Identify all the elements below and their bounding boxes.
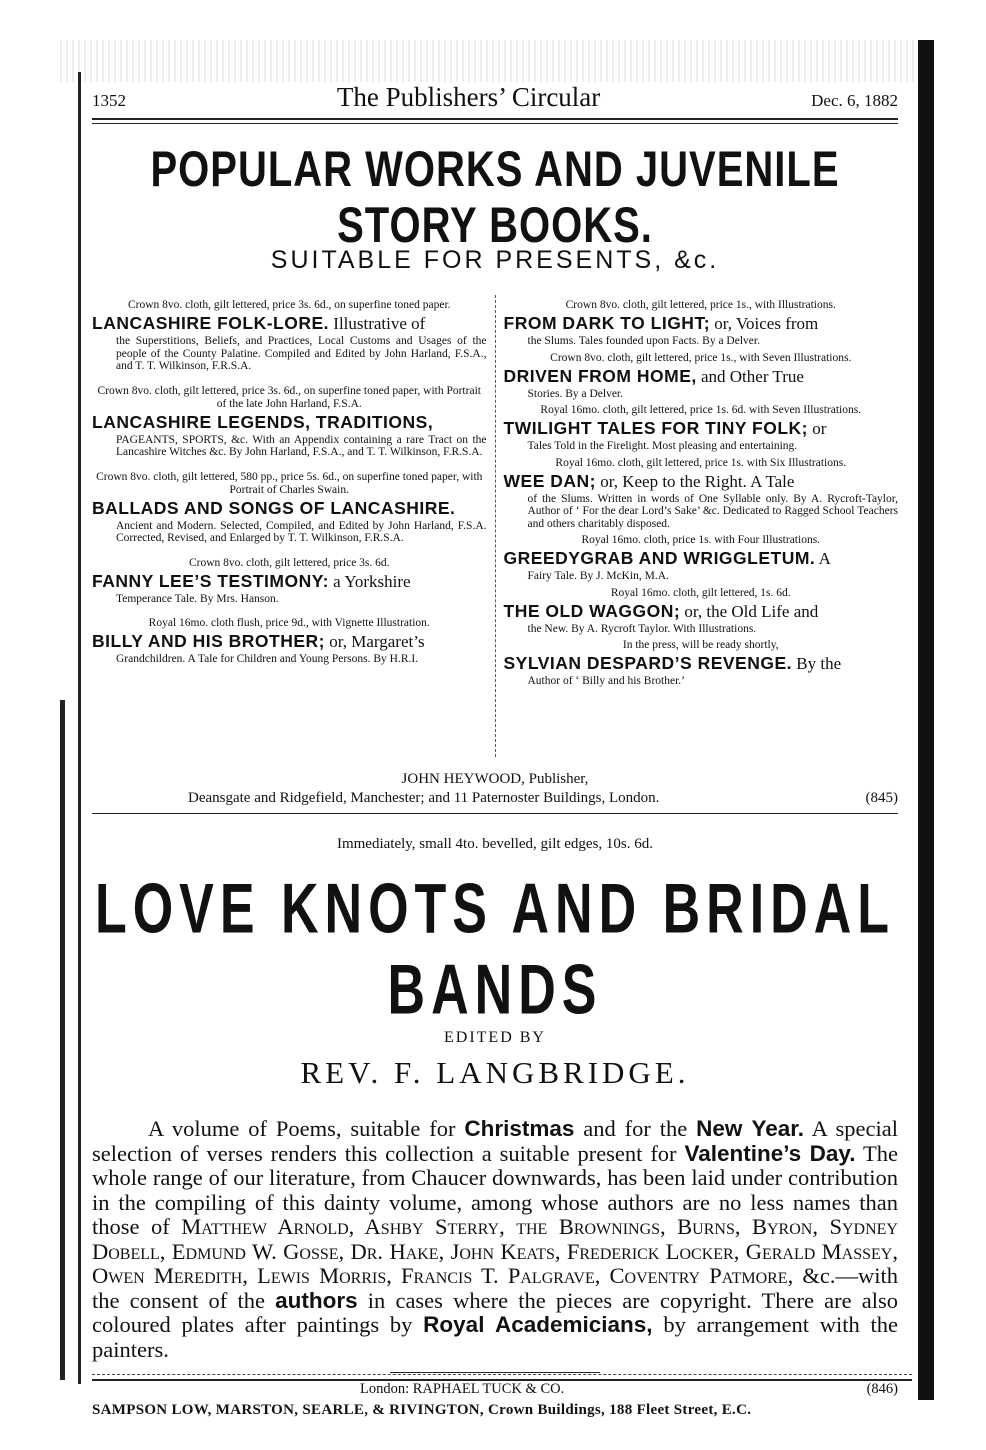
book-title-main: FANNY LEE’S TESTIMONY: [92, 570, 329, 591]
ad1-address: Deansgate and Ridgefield, Manchester; and 11 Paternoster Buildings, London. [188, 790, 660, 806]
book-description: the Superstitions, Beliefs, and Practices, Local Customs and Usages of the people of the County Palatine. Compiled and Edited by John Harland, F.S.A., and T. T. Wilkinson, F.R.S.A. [116, 335, 487, 372]
book-title [92, 630, 487, 653]
book-title-main: BALLADS AND SONGS OF LANCASHIRE. [92, 497, 456, 518]
book-title-rest: By the [792, 654, 842, 673]
book-title [92, 570, 487, 593]
book-title-rest: or, Margaret’s [325, 632, 425, 651]
book-title-main: TWILIGHT TALES FOR TINY FOLK; [503, 418, 809, 438]
book-description: of the Slums. Written in words of One Syllable only. By A. Rycroft-Taylor, Author of ‘ For the dear Lord’s Sake’ &c. Dedicated to Ragged School Teachers and others charitably disposed. [527, 492, 898, 530]
book-description: Fairy Tale. By J. McKin, M.A. [527, 570, 669, 582]
book-note: Crown 8vo. cloth, gilt lettered, price 1s., with Illustrations. [565, 299, 836, 311]
body-text: and for the [574, 1116, 697, 1141]
page [92, 82, 898, 1419]
book-title-rest: or, Voices from [710, 314, 819, 333]
book-title-main: BILLY AND HIS BROTHER; [92, 631, 326, 651]
book-title [92, 497, 487, 520]
book-note: Crown 8vo. cloth, gilt lettered, price 3s. 6d. [188, 556, 390, 569]
book-title-rest: A [815, 549, 831, 568]
edited-by-label: EDITED BY [444, 1029, 546, 1046]
ad2-publisher: London: RAPHAEL TUCK & CO. [360, 1381, 565, 1397]
ad-divider [92, 813, 898, 814]
book-entry [92, 617, 487, 666]
journal-title: The Publishers’ Circular [336, 82, 601, 112]
ad1-subtitle: SUITABLE FOR PRESENTS, &c. [270, 246, 720, 274]
book-entry [504, 534, 899, 583]
book-note: In the press, will be ready shortly, [622, 639, 779, 651]
body-text: &c.—with the consent of the [92, 1263, 898, 1313]
book-title-rest: or, Keep to the Right. A Tale [595, 471, 795, 491]
book-note: Royal 16mo. cloth flush, price 9d., with Vignette Illustration. [148, 617, 430, 629]
running-header [92, 82, 898, 112]
book-description: Ancient and Modern. Selected, Compiled, and Edited by John Harland, F.S.A. Corrected, Revised, and Enlarged by T. T. Wilkinson, F.R.S.A. [116, 519, 487, 544]
ad2-body [92, 1117, 898, 1362]
ad2-intro: Immediately, small 4to. bevelled, gilt edges, 10s. 6d. [336, 836, 654, 852]
book-description: Tales Told in the Firelight. Most pleasing and entertaining. [527, 440, 798, 452]
book-title-main: WEE DAN; [503, 470, 596, 491]
book-title [92, 312, 487, 335]
book-title-rest: and Other True [696, 366, 804, 386]
book-title-main: SYLVIAN DESPARD’S REVENGE. [503, 653, 793, 673]
book-title [504, 547, 899, 570]
book-title [504, 470, 899, 493]
book-title-rest: a Yorkshire [328, 571, 411, 591]
book-entry [92, 471, 487, 545]
ad2-distributor: SAMPSON LOW, MARSTON, SEARLE, & RIVINGTON, Crown Buildings, 188 Fleet Street, E.C. [92, 1402, 752, 1418]
issue-date: Dec. 6, 1882 [811, 91, 898, 110]
book-note: Royal 16mo. cloth, gilt lettered, 1s. 6d. [610, 586, 791, 599]
right-column [496, 295, 899, 757]
body-text: in cases where the pieces are copyright. There are also coloured plates after paintings by [92, 1287, 898, 1337]
ad1-publisher: JOHN HEYWOOD, Publisher, [401, 771, 589, 787]
book-note: Royal 16mo. cloth, price 1s. with Four Illustrations. [581, 534, 821, 546]
book-title-main: THE OLD WAGGON; [503, 600, 681, 621]
body-emphasis: Valentine’s Day. [684, 1140, 856, 1166]
book-entry [92, 385, 487, 459]
book-entry [92, 557, 487, 606]
page-left-rule-lower [60, 700, 65, 1380]
ad1-columns [92, 295, 898, 757]
book-title [504, 652, 899, 675]
book-entry [504, 639, 899, 688]
book-title [504, 312, 899, 335]
page-bottom-rule [92, 1374, 912, 1381]
ad1-number: (845) [865, 790, 898, 806]
book-entry [504, 457, 899, 531]
book-title-rest: Illustrative of [329, 314, 426, 333]
ad2-number: (846) [866, 1381, 898, 1397]
left-column [92, 295, 496, 757]
scan-top-band [60, 40, 930, 82]
short-rule [390, 1372, 600, 1373]
body-text: The whole range of our literature, from Chaucer downwards, has been laid under contribution in the compiling of this dainty volume, among whose authors are no less names than those of [92, 1140, 898, 1239]
ad2-london-row [92, 1381, 898, 1398]
book-entry [504, 299, 899, 348]
body-text: A volume of Poems, suitable for [148, 1116, 465, 1141]
ad1-title: POPULAR WORKS AND JUVENILE STORY BOOKS. [150, 142, 840, 254]
author-names: Matthew Arnold, Ashby Sterry, the Brownings, Burns, Byron, Sydney Dobell, Edmund W. Gosse, Dr. Hake, John Keats, Frederick Locker, Gerald Massey, Owen Meredith, Lewis Morris, Francis T. Palgrave, Coventry Patmore, [92, 1214, 898, 1288]
page-right-edge-bar [918, 40, 934, 1400]
body-text: by arrangement with the painters. [92, 1312, 898, 1362]
book-title [504, 600, 899, 623]
book-description: Temperance Tale. By Mrs. Hanson. [116, 592, 279, 605]
book-note: Crown 8vo. cloth, gilt lettered, 580 pp., price 5s. 6d., on superfine toned paper, with Portrait of Charles Swain. [96, 470, 483, 496]
book-note: Crown 8vo. cloth, gilt lettered, price 3s. 6d., on superfine toned paper, with Portrait of the late John Harland, F.S.A. [97, 384, 481, 410]
book-entry [504, 404, 899, 453]
body-text: A special selection of verses renders this collection a suitable present for [92, 1116, 899, 1166]
book-title-main: DRIVEN FROM HOME, [503, 365, 697, 386]
book-title [504, 365, 899, 388]
book-title-main: GREEDYGRAB AND WRIGGLETUM. [503, 548, 816, 568]
editor-name: REV. F. LANGBRIDGE. [300, 1055, 690, 1090]
body-emphasis: authors [275, 1287, 358, 1313]
book-description: the Slums. Tales founded upon Facts. By a Delver. [527, 335, 760, 347]
book-title [504, 417, 899, 440]
book-description: Grandchildren. A Tale for Children and Young Persons. By H.R.I. [116, 653, 419, 665]
book-entry [92, 299, 487, 373]
book-title [92, 411, 487, 434]
book-note: Royal 16mo. cloth, gilt lettered, price 1s. with Six Illustrations. [555, 456, 847, 469]
book-description: Author of ‘ Billy and his Brother.’ [527, 675, 685, 687]
book-title-rest: or, the Old Life and [680, 601, 819, 621]
book-note: Crown 8vo. cloth, gilt lettered, price 1s., with Seven Illustrations. [550, 351, 852, 364]
book-description: the New. By A. Rycroft Taylor. With Illustrations. [527, 622, 757, 635]
ad2-title: LOVE KNOTS AND BRIDAL BANDS [94, 870, 896, 1030]
ad1-address-row [92, 790, 898, 807]
book-title-rest: or [808, 419, 827, 438]
book-title-main: LANCASHIRE LEGENDS, TRADITIONS, [92, 411, 434, 432]
book-title-main: FROM DARK TO LIGHT; [503, 313, 711, 333]
book-entry [504, 352, 899, 401]
book-description: PAGEANTS, SPORTS, &c. With an Appendix containing a rare Tract on the Lancashire Witches &c. By John Harland, F.S.A., and T. T. Wilkinson, F.R.S.A. [116, 433, 487, 458]
book-description: Stories. By a Delver. [527, 387, 623, 400]
body-emphasis: New Year. [696, 1116, 805, 1141]
book-entry [504, 587, 899, 636]
body-emphasis: Christmas [464, 1116, 575, 1141]
book-note: Crown 8vo. cloth, gilt lettered, price 3s. 6d., on superfine toned paper. [127, 299, 451, 311]
page-number: 1352 [92, 91, 126, 110]
book-title-main: LANCASHIRE FOLK-LORE. [92, 313, 330, 333]
body-emphasis: Royal Academicians, [423, 1312, 653, 1337]
page-left-rule [78, 72, 81, 1384]
book-note: Royal 16mo. cloth, gilt lettered, price 1s. 6d. with Seven Illustrations. [540, 404, 862, 416]
header-rule [92, 118, 898, 124]
